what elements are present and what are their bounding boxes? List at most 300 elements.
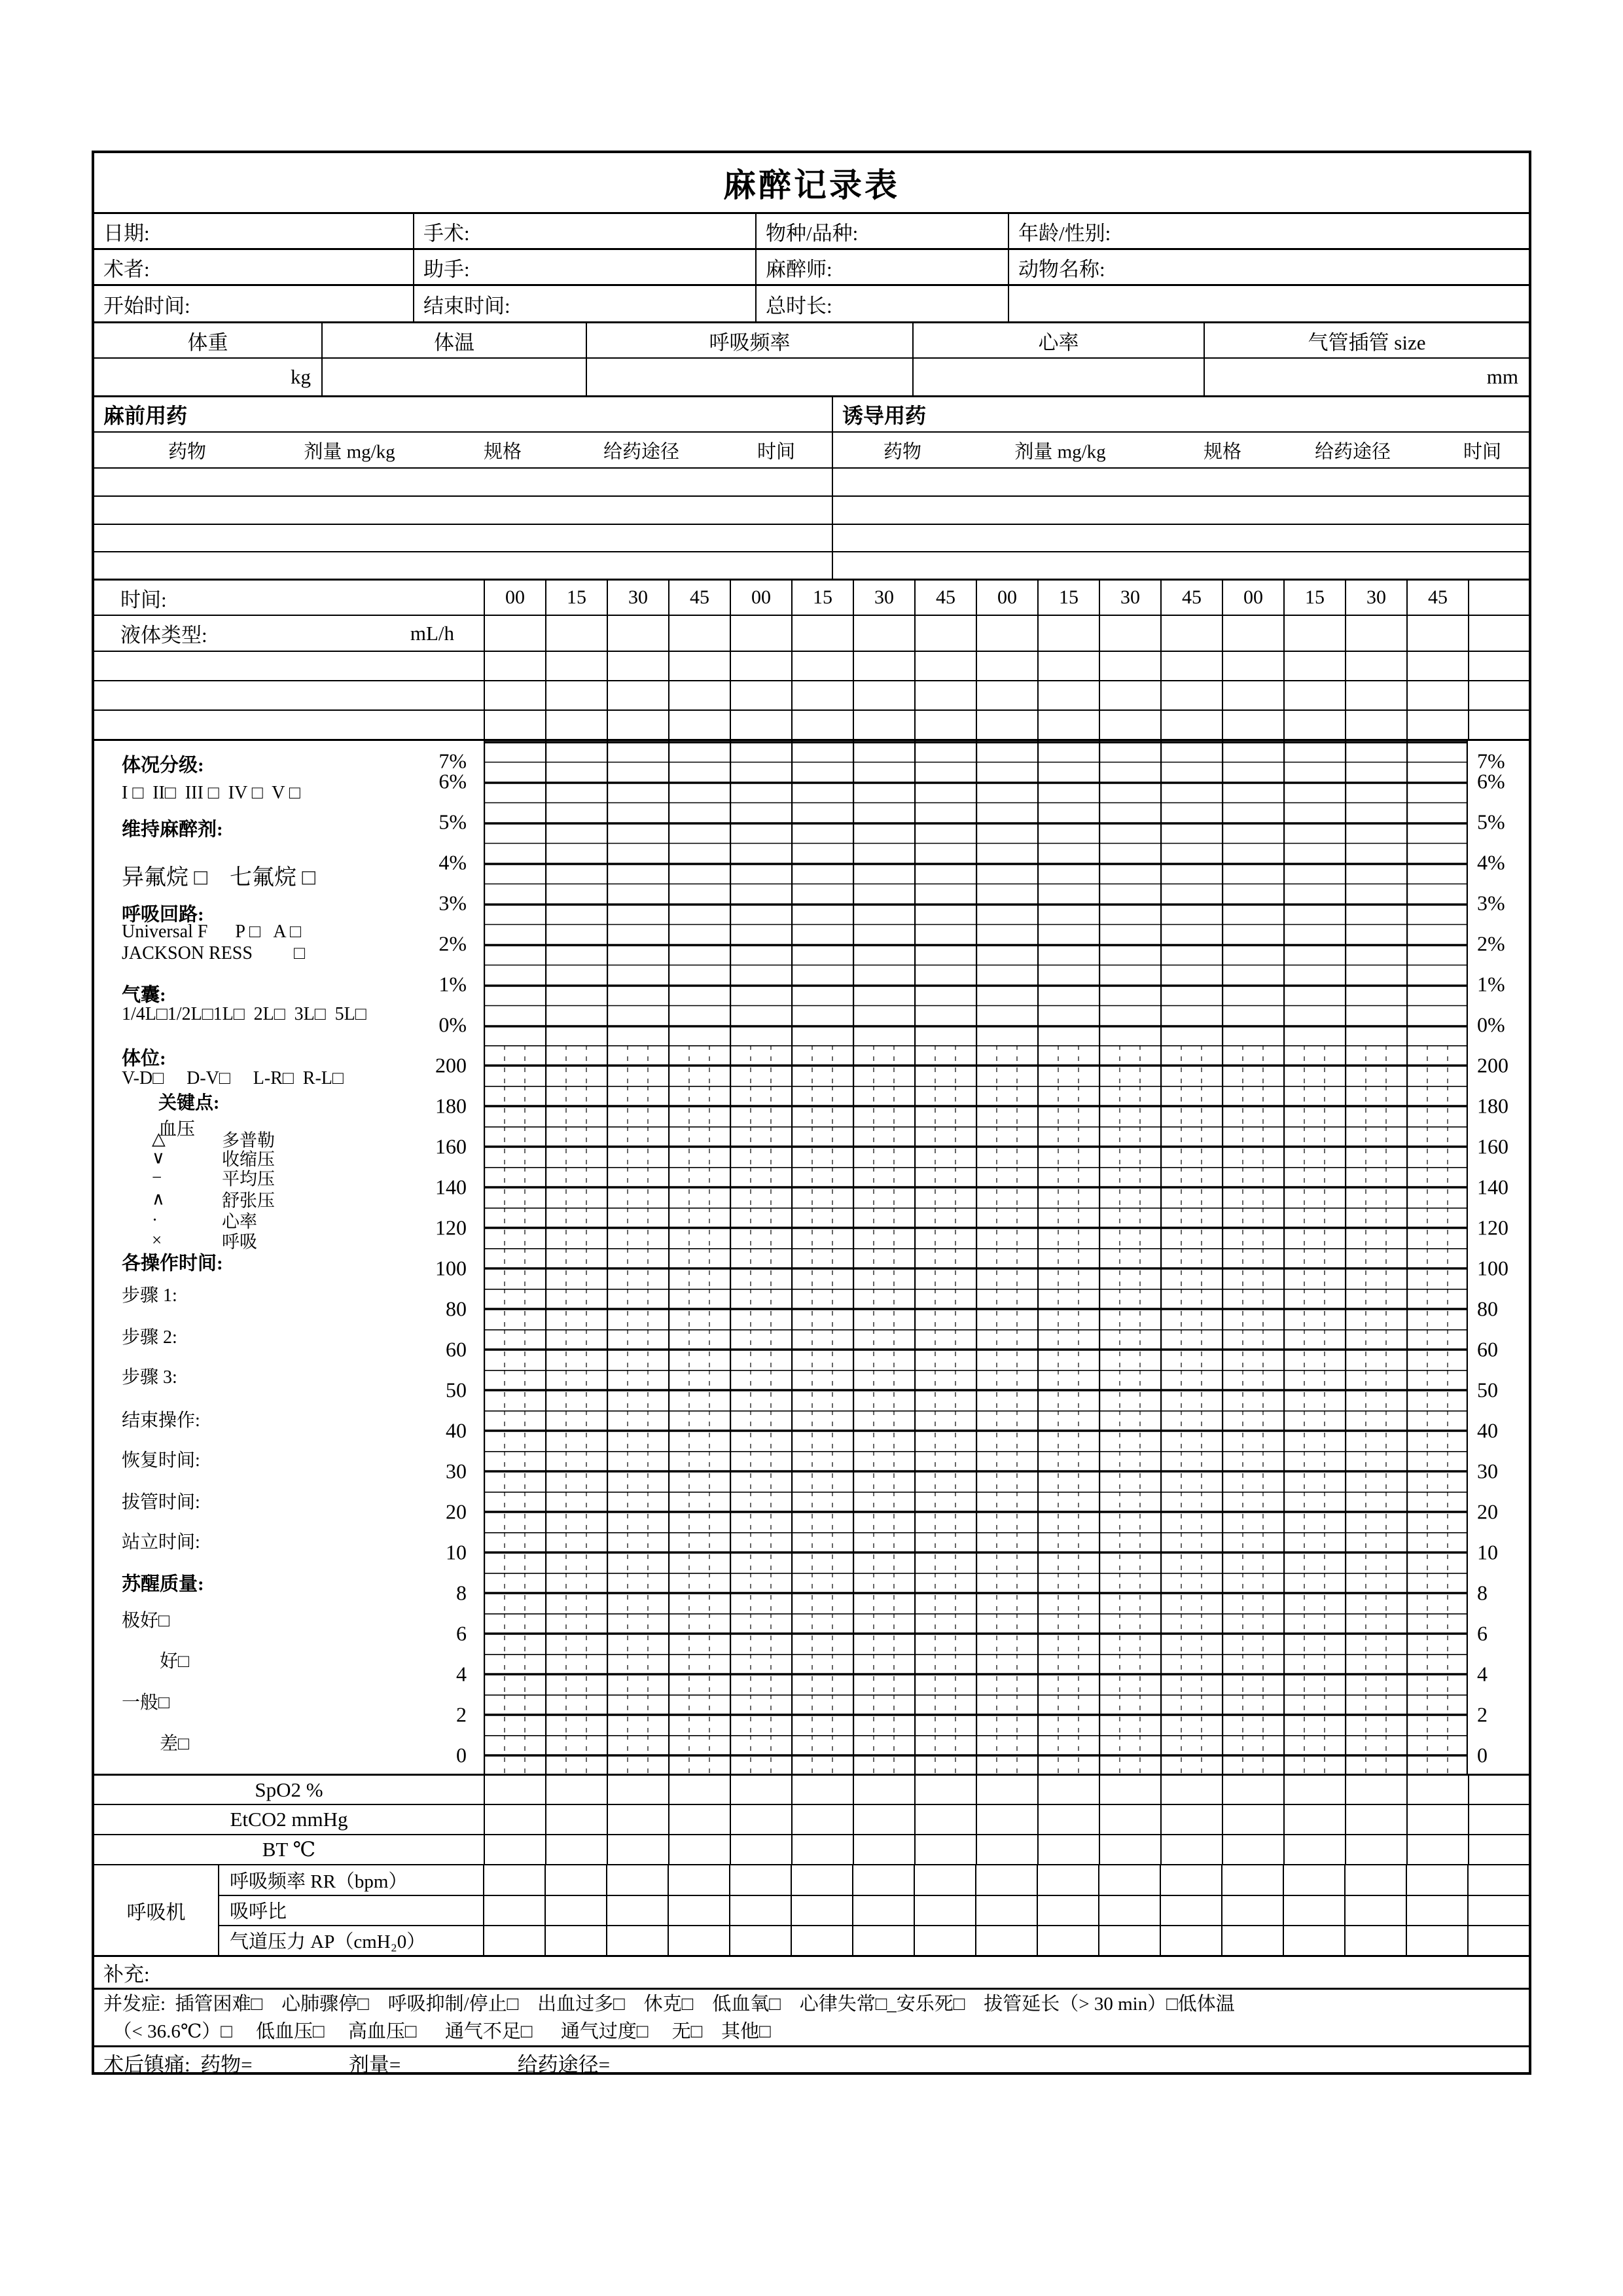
recovery-poor-checkbox[interactable]: 差□ [160, 1734, 189, 1754]
grid-cell[interactable] [1160, 616, 1222, 651]
vitals-plot-grid[interactable] [484, 1045, 1468, 1776]
grid-cell[interactable] [1037, 681, 1099, 709]
grid-cell[interactable] [545, 616, 607, 651]
grid-cell[interactable] [791, 1835, 853, 1864]
grid-cell[interactable] [545, 681, 607, 709]
grid-cell[interactable] [729, 1865, 791, 1895]
diastolic-label: 舒张压 [222, 1191, 275, 1211]
grid-cell[interactable] [1468, 681, 1529, 709]
grid-cell[interactable] [853, 711, 914, 739]
ventilator-rr-label: 呼吸频率 RR（bpm） [230, 1871, 408, 1893]
grid-cell[interactable] [1468, 616, 1529, 651]
grid-cell[interactable] [1160, 711, 1222, 739]
grid-cell[interactable] [1221, 1926, 1283, 1955]
grid-cell[interactable] [1037, 652, 1099, 680]
grid-cell[interactable] [1283, 1896, 1344, 1924]
date-field[interactable]: 日期: [103, 221, 150, 245]
grid-cell[interactable] [914, 1926, 975, 1955]
standing-time-field[interactable]: 站立时间: [122, 1532, 200, 1552]
grid-cell[interactable] [852, 1926, 914, 1955]
grid-cell[interactable] [1406, 711, 1468, 739]
grid-cell[interactable] [483, 1926, 544, 1955]
grid-cell[interactable] [483, 1865, 544, 1895]
value-axis-label: 200 [1477, 1053, 1508, 1077]
grid-cell[interactable] [668, 1926, 729, 1955]
percent-grid[interactable] [484, 741, 1468, 1045]
grid-cell[interactable] [544, 1865, 606, 1895]
grid-cell[interactable] [1345, 1805, 1406, 1834]
grid-cell[interactable] [484, 681, 545, 709]
heart-rate-header: 心率 [912, 323, 1204, 357]
percent-axis-label: 5% [438, 810, 467, 834]
vitals-units-row [94, 357, 1529, 395]
premed-entry-cell[interactable] [94, 525, 832, 551]
step2-field[interactable]: 步骤 2: [122, 1327, 177, 1348]
grid-cell[interactable] [1468, 1805, 1529, 1834]
chart-axis-right [1468, 741, 1529, 1774]
rebreathing-bag-checkboxes[interactable]: 1/4L□1/2L□1L□ 2L□ 3L□ 5L□ [122, 1004, 366, 1024]
age-sex-field[interactable]: 年龄/性别: [1008, 214, 1529, 248]
temperature-input[interactable] [321, 359, 586, 395]
grid-cell[interactable] [975, 1896, 1037, 1924]
percent-axis-label: 3% [438, 891, 467, 915]
value-axis-label: 180 [435, 1094, 467, 1118]
grid-cell[interactable] [976, 652, 1037, 680]
heart-rate-label: 心率 [222, 1211, 257, 1232]
anesthetist-field[interactable]: 麻醉师: [755, 250, 1008, 284]
page-title: 麻醉记录表 [723, 167, 900, 204]
time-tick-cell[interactable]: 45 [1406, 581, 1468, 615]
grid-cell[interactable] [1406, 652, 1468, 680]
grid-cell[interactable] [791, 711, 853, 739]
grid-cell[interactable] [544, 1896, 606, 1924]
info-row-1 [94, 212, 1529, 248]
recovery-fair-checkbox[interactable]: 一般□ [122, 1693, 169, 1713]
grid-cell[interactable] [1037, 616, 1099, 651]
animal-name-field[interactable]: 动物名称: [1008, 250, 1529, 284]
grid-cell[interactable] [1344, 1926, 1406, 1955]
total-duration-field[interactable]: 总时长: [755, 286, 1008, 321]
percent-axis-label: 0% [1477, 1013, 1505, 1037]
grid-cell[interactable] [976, 616, 1037, 651]
grid-cell[interactable] [545, 1776, 607, 1804]
start-time-field[interactable]: 开始时间: [103, 294, 190, 317]
grid-cell[interactable] [1037, 1926, 1098, 1955]
value-axis-label: 60 [446, 1337, 467, 1361]
grid-cell[interactable] [914, 1776, 976, 1804]
grid-cell[interactable] [914, 681, 976, 709]
premed-entry-cell[interactable] [94, 552, 832, 579]
assistant-field[interactable]: 助手: [413, 250, 755, 284]
grid-cell[interactable] [668, 616, 730, 651]
grid-cell[interactable] [484, 711, 545, 739]
grid-cell[interactable] [852, 1896, 914, 1924]
fluid-entry-label[interactable] [94, 711, 484, 739]
premed-entry-cell[interactable] [94, 497, 832, 524]
grid-cell[interactable] [976, 1835, 1037, 1864]
fluid-entry-label[interactable] [94, 652, 484, 680]
time-tick-cell[interactable]: 45 [914, 581, 976, 615]
grid-cell[interactable] [1160, 681, 1222, 709]
step1-field[interactable]: 步骤 1: [122, 1285, 177, 1306]
premed-col-route: 给药途径 [603, 441, 680, 462]
premed-columns [94, 433, 832, 467]
grid-cell[interactable] [1160, 1805, 1222, 1834]
temperature-header: 体温 [321, 323, 586, 357]
grid-cell[interactable] [730, 616, 791, 651]
grid-cell[interactable] [1222, 1776, 1283, 1804]
grid-cell[interactable] [668, 652, 730, 680]
grid-cell[interactable] [484, 1776, 545, 1804]
species-field[interactable]: 物种/品种: [755, 214, 1008, 248]
grid-cell[interactable] [1468, 711, 1529, 739]
vitals-header-row [94, 321, 1529, 357]
fluid-type-label [94, 616, 484, 651]
time-tick-cell[interactable]: 15 [1037, 581, 1099, 615]
recovery-good-checkbox[interactable]: 好□ [160, 1651, 189, 1672]
grid-cell[interactable] [1222, 652, 1283, 680]
percent-axis-label: 3% [1477, 891, 1505, 915]
grid-cell[interactable] [1406, 1926, 1467, 1955]
grid-cell[interactable] [1098, 1926, 1160, 1955]
respiratory-rate-header: 呼吸频率 [586, 323, 912, 357]
premed-entry-cell[interactable] [94, 469, 832, 495]
grid-cell[interactable] [1037, 1865, 1098, 1895]
grid-cell[interactable] [1344, 1865, 1406, 1895]
grid-cell[interactable] [1344, 1896, 1406, 1924]
grid-cell[interactable] [730, 1805, 791, 1834]
grid-cell[interactable] [1160, 1835, 1222, 1864]
grid-cell[interactable] [852, 1865, 914, 1895]
induction-entry-cell[interactable] [832, 525, 1529, 551]
maintenance-anesthetic-checkboxes[interactable]: 异氟烷 □ 七氟烷 □ [122, 865, 316, 890]
grid-cell[interactable] [1160, 1896, 1221, 1924]
value-axis-label: 30 [446, 1459, 467, 1483]
grid-cell[interactable] [1037, 1776, 1099, 1804]
grid-cell[interactable] [1283, 711, 1345, 739]
grid-cell[interactable] [1222, 1805, 1283, 1834]
end-time-field[interactable]: 结束时间: [413, 286, 755, 321]
end-operation-field[interactable]: 结束操作: [122, 1410, 200, 1431]
value-axis-label: 40 [446, 1418, 467, 1443]
grid-cell[interactable] [484, 1805, 545, 1834]
time-tick-cell[interactable]: 45 [668, 581, 730, 615]
keypoints-title: 关键点: [158, 1093, 220, 1113]
respiratory-rate-input[interactable] [586, 359, 912, 395]
grid-cell[interactable] [1283, 1865, 1344, 1895]
percent-axis-label: 4% [1477, 850, 1505, 874]
percent-axis-label: 1% [438, 972, 467, 996]
grid-cell[interactable] [545, 652, 607, 680]
grid-cell[interactable] [1037, 711, 1099, 739]
value-axis-label: 200 [435, 1053, 467, 1077]
grid-cell[interactable] [791, 652, 853, 680]
time-tick-cell[interactable]: 30 [853, 581, 914, 615]
grid-cell[interactable] [545, 711, 607, 739]
grid-cell[interactable] [976, 681, 1037, 709]
grid-cell[interactable] [975, 1865, 1037, 1895]
grid-cell[interactable] [1221, 1896, 1283, 1924]
circuit-universal-checkboxes[interactable]: Universal F P □ A □ [122, 922, 301, 942]
time-tick-cell[interactable]: 00 [730, 581, 791, 615]
grid-cell[interactable] [1406, 1896, 1467, 1924]
grid-cell[interactable] [1345, 652, 1406, 680]
extubation-time-field[interactable]: 拔管时间: [122, 1492, 200, 1513]
grid-cell[interactable] [1406, 1805, 1468, 1834]
grid-cell[interactable] [483, 1896, 544, 1924]
grid-cell[interactable] [607, 711, 668, 739]
medication-entry-row [94, 524, 1529, 551]
grid-cell[interactable] [1098, 1896, 1160, 1924]
grid-cell[interactable] [1099, 711, 1160, 739]
induction-entry-cell[interactable] [832, 552, 1529, 579]
fluid-entry-label[interactable] [94, 681, 484, 709]
grid-cell[interactable] [607, 652, 668, 680]
anesthesia-record-form [92, 151, 1531, 2075]
grid-cell[interactable] [668, 1896, 729, 1924]
grid-cell[interactable] [914, 1835, 976, 1864]
time-row-label: 时间: [120, 588, 167, 611]
grid-cell[interactable] [1406, 616, 1468, 651]
grid-cell[interactable] [1098, 1865, 1160, 1895]
grid-cell[interactable] [1160, 652, 1222, 680]
value-axis-label: 160 [1477, 1134, 1508, 1158]
grid-cell[interactable] [668, 1865, 729, 1895]
grid-cell[interactable] [791, 1805, 853, 1834]
grid-cell[interactable] [484, 1835, 545, 1864]
grid-cell[interactable] [730, 681, 791, 709]
grid-cell[interactable] [1283, 616, 1345, 651]
grid-cell[interactable] [1468, 1776, 1529, 1804]
grid-cell[interactable] [1468, 581, 1529, 615]
grid-cell[interactable] [730, 1835, 791, 1864]
grid-cell[interactable] [1160, 1776, 1222, 1804]
surgeon-field[interactable]: 术者: [103, 257, 150, 281]
supplement-label: 补充: [103, 1963, 150, 1986]
grid-cell[interactable] [914, 711, 976, 739]
time-tick-cell[interactable]: 00 [1222, 581, 1283, 615]
grid-cell[interactable] [607, 1835, 668, 1864]
recovery-time-field[interactable]: 恢复时间: [122, 1450, 200, 1471]
premed-title: 麻前用药 [103, 404, 188, 427]
grid-cell[interactable] [668, 711, 730, 739]
grid-cell[interactable] [791, 1776, 853, 1804]
grid-cell[interactable] [1099, 1776, 1160, 1804]
grid-cell[interactable] [853, 1835, 914, 1864]
grid-cell[interactable] [1099, 681, 1160, 709]
grid-cell[interactable] [1283, 1805, 1345, 1834]
grid-cell[interactable] [976, 711, 1037, 739]
grid-cell[interactable] [1037, 1805, 1099, 1834]
medication-header-row [94, 395, 1529, 431]
circuit-jackson-checkbox[interactable]: JACKSON RESS □ [122, 943, 305, 963]
ventilator-rr-row [219, 1865, 1529, 1895]
grid-cell[interactable] [668, 1805, 730, 1834]
value-axis-label: 140 [1477, 1175, 1508, 1199]
bt-row [94, 1834, 1529, 1864]
grid-cell[interactable] [914, 652, 976, 680]
grid-cell[interactable] [914, 1805, 976, 1834]
induction-columns [832, 433, 1529, 467]
recovery-excellent-checkbox[interactable]: 极好□ [122, 1611, 169, 1631]
value-axis-label: 40 [1477, 1418, 1498, 1443]
body-position-checkboxes[interactable]: V-D□ D-V□ L-R□ R-L□ [122, 1068, 344, 1088]
grid-cell[interactable] [730, 652, 791, 680]
grid-cell[interactable] [545, 1805, 607, 1834]
grid-cell[interactable] [1221, 1865, 1283, 1895]
value-axis-label: 0 [456, 1743, 467, 1767]
fluid-row [94, 615, 1529, 651]
grid-cell[interactable] [607, 1776, 668, 1804]
time-tick-cell[interactable]: 15 [545, 581, 607, 615]
grid-cell[interactable] [607, 616, 668, 651]
time-tick-cell[interactable]: 30 [1345, 581, 1406, 615]
fluid-entry-row [94, 680, 1529, 709]
medication-entry-row [94, 467, 1529, 495]
value-axis-label: 6 [456, 1621, 467, 1645]
grid-cell[interactable] [1283, 1926, 1344, 1955]
grid-cell[interactable] [729, 1926, 791, 1955]
grid-cell[interactable] [1160, 1865, 1221, 1895]
grid-cell[interactable] [791, 1865, 852, 1895]
grid-cell[interactable] [545, 1835, 607, 1864]
grid-cell[interactable] [853, 616, 914, 651]
time-tick-cell[interactable]: 15 [1283, 581, 1345, 615]
value-axis-label: 10 [446, 1540, 467, 1564]
grid-cell[interactable] [975, 1926, 1037, 1955]
grid-cell[interactable] [914, 1896, 975, 1924]
grid-cell[interactable] [1099, 616, 1160, 651]
premed-col-spec: 规格 [483, 441, 522, 462]
chart-left-panel [94, 741, 484, 1774]
grid-cell[interactable] [1467, 1896, 1529, 1924]
grid-cell[interactable] [914, 1865, 975, 1895]
grid-cell[interactable] [853, 1805, 914, 1834]
premed-col-dose: 剂量 mg/kg [304, 441, 395, 462]
grid-cell[interactable] [1345, 616, 1406, 651]
time-tick-cell[interactable]: 00 [484, 581, 545, 615]
grid-cell[interactable] [606, 1926, 668, 1955]
body-position-label: 体位: [122, 1048, 166, 1069]
grid-cell[interactable] [1345, 711, 1406, 739]
time-tick-cell[interactable]: 30 [607, 581, 668, 615]
ventilator-airway-pressure-row [219, 1925, 1529, 1955]
postop-analgesia-row[interactable] [94, 2045, 1529, 2077]
grid-cell[interactable] [1099, 1835, 1160, 1864]
grid-cell[interactable] [1099, 1805, 1160, 1834]
grid-cell[interactable] [1467, 1865, 1529, 1895]
grid-cell[interactable] [791, 1926, 852, 1955]
grid-cell[interactable] [1283, 652, 1345, 680]
grid-cell[interactable] [668, 1835, 730, 1864]
grid-cell[interactable] [484, 652, 545, 680]
medication-entry-row [94, 495, 1529, 524]
grid-cell[interactable] [1037, 1896, 1098, 1924]
grid-cell[interactable] [1406, 1776, 1468, 1804]
grid-cell[interactable] [1283, 1776, 1345, 1804]
value-axis-label: 100 [435, 1256, 467, 1280]
grid-cell[interactable] [976, 1805, 1037, 1834]
grid-cell[interactable] [791, 1896, 852, 1924]
value-axis-label: 60 [1477, 1337, 1498, 1361]
supplement-row[interactable] [94, 1955, 1529, 1988]
grid-cell[interactable] [791, 616, 853, 651]
grid-cell[interactable] [976, 1776, 1037, 1804]
time-tick-cell[interactable]: 45 [1160, 581, 1222, 615]
grid-cell[interactable] [1222, 681, 1283, 709]
grid-cell[interactable] [853, 1776, 914, 1804]
grid-cell[interactable] [1406, 1865, 1467, 1895]
grid-cell[interactable] [1468, 652, 1529, 680]
step3-field[interactable]: 步骤 3: [122, 1367, 177, 1388]
grid-cell[interactable] [1222, 1835, 1283, 1864]
grid-cell[interactable] [853, 652, 914, 680]
grid-cell[interactable] [853, 681, 914, 709]
complications-line1[interactable]: 并发症: 插管困难□ 心肺骤停□ 呼吸抑制/停止□ 出血过多□ 休克□ 低血氧□ 心律失常□_安乐死□ 拔管延长（> 30 min）□低体温 [103, 1993, 1235, 2015]
surgery-field[interactable]: 手术: [413, 214, 755, 248]
grid-cell[interactable] [1283, 681, 1345, 709]
grid-cell[interactable] [1099, 652, 1160, 680]
grid-cell[interactable] [668, 681, 730, 709]
grid-cell[interactable] [1467, 1926, 1529, 1955]
heart-rate-input[interactable] [912, 359, 1204, 395]
induction-col-route: 给药途径 [1314, 441, 1391, 462]
grid-cell[interactable] [606, 1896, 668, 1924]
induction-col-spec: 规格 [1203, 441, 1242, 462]
grid-cell[interactable] [607, 1805, 668, 1834]
grid-cell[interactable] [668, 1776, 730, 1804]
grid-cell[interactable] [914, 616, 976, 651]
grid-cell[interactable] [791, 681, 853, 709]
time-tick-cell[interactable]: 15 [791, 581, 853, 615]
ventilator-block [94, 1864, 1529, 1955]
time-tick-cell[interactable]: 30 [1099, 581, 1160, 615]
grid-cell[interactable] [730, 1776, 791, 1804]
grid-cell[interactable] [1345, 1835, 1406, 1864]
complications-line2[interactable]: （< 36.6℃）□ 低血压□ 高血压□ 通气不足□ 通气过度□ 无□ 其他□ [103, 2020, 771, 2042]
value-axis-label: 80 [1477, 1297, 1498, 1321]
time-tick-cell[interactable]: 00 [976, 581, 1037, 615]
induction-entry-cell[interactable] [832, 497, 1529, 524]
grid-cell[interactable] [484, 616, 545, 651]
rebreathing-bag-label: 气囊: [122, 984, 166, 1006]
grid-cell[interactable] [730, 711, 791, 739]
grid-cell[interactable] [1222, 616, 1283, 651]
grid-cell[interactable] [1345, 681, 1406, 709]
grid-cell[interactable] [1468, 1835, 1529, 1864]
grid-cell[interactable] [1283, 1835, 1345, 1864]
et-tube-size-header: 气管插管 size [1204, 323, 1529, 357]
et-tube-size-input[interactable]: mm [1204, 359, 1529, 395]
value-axis-label: 4 [456, 1662, 467, 1686]
grid-cell[interactable] [1037, 1835, 1099, 1864]
value-axis-label: 30 [1477, 1459, 1498, 1483]
grid-cell[interactable] [729, 1896, 791, 1924]
grid-cell[interactable] [607, 681, 668, 709]
grid-cell[interactable] [606, 1865, 668, 1895]
induction-entry-cell[interactable] [832, 469, 1529, 495]
grid-cell[interactable] [1160, 1926, 1221, 1955]
grid-cell[interactable] [1222, 711, 1283, 739]
grid-cell[interactable] [1406, 681, 1468, 709]
grid-cell[interactable] [1406, 1835, 1468, 1864]
weight-input[interactable]: kg [291, 365, 311, 388]
etco2-label: EtCO2 mmHg [230, 1808, 348, 1831]
percent-axis-label: 1% [1477, 972, 1505, 996]
grid-cell[interactable] [1345, 1776, 1406, 1804]
condition-grade-checkboxes[interactable]: I □ II□ III □ IV □ V □ [122, 783, 300, 803]
grid-cell[interactable] [544, 1926, 606, 1955]
